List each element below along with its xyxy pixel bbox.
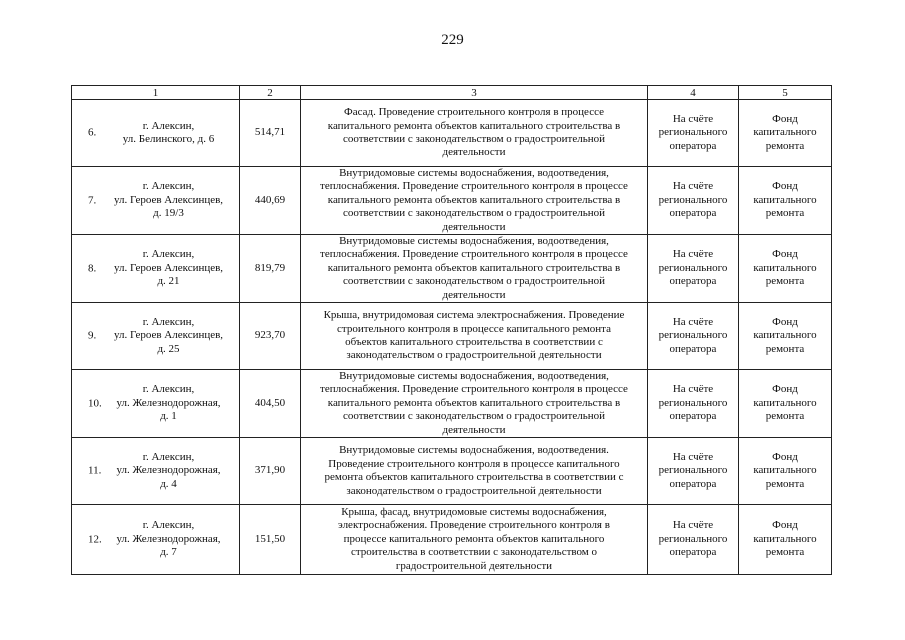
cell-line: г. Алексин,: [142, 383, 195, 396]
cell-line: ремонта: [765, 275, 805, 288]
cell-line: оператора: [669, 342, 717, 355]
fund-cell: [739, 370, 832, 438]
table-row: [72, 370, 832, 438]
cell-line: ремонта объектов капитального строительства в соответствии с: [324, 471, 624, 484]
cell-line: регионального: [658, 329, 728, 342]
table-row: [72, 167, 832, 235]
cell-line: градостроительной деятельности: [395, 559, 553, 572]
cell-line: регионального: [658, 532, 728, 545]
cell-line: Фонд: [772, 112, 798, 125]
area-cell: 819,79: [240, 235, 301, 303]
area-cell: 514,71: [240, 100, 301, 167]
cell-line: капитального: [753, 329, 817, 342]
cell-line: оператора: [669, 207, 717, 220]
cell-line: На счёте: [672, 180, 714, 193]
cell-line: ул. Железнодорожная,: [116, 532, 221, 545]
cell-line: д. 25: [157, 342, 180, 355]
cell-line: г. Алексин,: [142, 450, 195, 463]
row-number: 7.: [88, 193, 97, 206]
cell-line: капитального: [753, 261, 817, 274]
table-row: [72, 100, 832, 167]
cell-line: капитального: [753, 126, 817, 139]
cell-line: оператора: [669, 410, 717, 423]
cell-line: Крыша, фасад, внутридомовые системы водоснабжения,: [341, 506, 607, 519]
cell-line: капитального: [753, 193, 817, 206]
cell-line: теплоснабжения. Проведение строительного контроля в процессе: [320, 383, 628, 396]
cell-line: объектов капитального строительства в соответствии с: [345, 336, 603, 349]
cell-line: Фонд: [772, 383, 798, 396]
cell-line: ул. Железнодорожная,: [116, 464, 221, 477]
cell-line: строительства в соответствии с законодательством о: [350, 546, 598, 559]
cell-line: г. Алексин,: [142, 119, 195, 132]
area-cell: 151,50: [240, 505, 301, 575]
cell-line: регионального: [658, 261, 728, 274]
cell-line: деятельности: [442, 423, 506, 436]
cell-line: г. Алексин,: [142, 248, 195, 261]
cell-line: соответствии с законодательством о градостроительной: [342, 410, 605, 423]
cell-line: ул. Героев Алексинцев,: [113, 329, 224, 342]
cell-line: теплоснабжения. Проведение строительного контроля в процессе: [320, 180, 628, 193]
cell-line: Фонд: [772, 180, 798, 193]
table-row: [72, 303, 832, 370]
table-body: [72, 100, 832, 575]
header-col-2: 2: [240, 86, 301, 100]
account-cell: [648, 167, 739, 235]
header-col-4: 4: [648, 86, 739, 100]
cell-line: Внутридомовые системы водоснабжения, водоотведения,: [339, 370, 609, 383]
row-number: 12.: [88, 532, 102, 545]
address-cell: [72, 505, 240, 575]
header-row: [72, 86, 832, 100]
cell-line: Фонд: [772, 450, 798, 463]
account-cell: [648, 505, 739, 575]
cell-line: соответствии с законодательством о градостроительной: [342, 207, 605, 220]
cell-line: процессе капитального ремонта объектов капитального: [343, 532, 605, 545]
address-text: [75, 180, 236, 220]
cell-line: На счёте: [672, 519, 714, 532]
cell-line: Фасад. Проведение строительного контроля в процессе: [344, 106, 604, 119]
cell-line: Фонд: [772, 519, 798, 532]
address-text: [75, 120, 236, 147]
cell-line: регионального: [658, 464, 728, 477]
cell-line: ул. Героев Алексинцев,: [113, 261, 224, 274]
account-cell: [648, 100, 739, 167]
cell-line: деятельности: [442, 146, 506, 159]
cell-line: ул. Героев Алексинцев,: [113, 193, 224, 206]
account-cell: [648, 370, 739, 438]
fund-cell: [739, 235, 832, 303]
row-number: 8.: [88, 261, 97, 274]
work-description-cell: [301, 303, 648, 370]
fund-cell: [739, 505, 832, 575]
cell-line: Крыша, внутридомовая система электроснабжения. Проведение: [323, 309, 625, 322]
cell-line: соответствии с законодательством о градостроительной: [342, 275, 605, 288]
cell-line: регионального: [658, 193, 728, 206]
fund-cell: [739, 100, 832, 167]
fund-cell: [739, 438, 832, 505]
cell-line: Внутридомовые системы водоснабжения, водоотведения,: [339, 235, 609, 248]
header-col-1: 1: [72, 86, 240, 100]
address-cell: [72, 303, 240, 370]
work-description-cell: [301, 100, 648, 167]
cell-line: законодательством о градостроительной деятельности: [346, 349, 602, 362]
fund-cell: [739, 303, 832, 370]
header-col-5: 5: [739, 86, 832, 100]
cell-line: деятельности: [442, 220, 506, 233]
cell-line: д. 1: [160, 410, 177, 423]
cell-line: оператора: [669, 139, 717, 152]
cell-line: капитального: [753, 464, 817, 477]
work-description-cell: [301, 438, 648, 505]
cell-line: капитального ремонта объектов капитального строительства в: [327, 119, 621, 132]
cell-line: На счёте: [672, 112, 714, 125]
address-cell: [72, 438, 240, 505]
cell-line: строительного контроля в процессе капитального ремонта: [337, 322, 611, 335]
cell-line: теплоснабжения. Проведение строительного контроля в процессе: [320, 248, 628, 261]
fund-cell: [739, 167, 832, 235]
cell-line: Фонд: [772, 315, 798, 328]
cell-line: ул. Железнодорожная,: [116, 396, 221, 409]
cell-line: ремонта: [765, 477, 805, 490]
cell-line: д. 7: [160, 546, 177, 559]
repair-table: [71, 85, 832, 575]
cell-line: г. Алексин,: [142, 315, 195, 328]
cell-line: оператора: [669, 275, 717, 288]
account-cell: [648, 235, 739, 303]
cell-line: капитального: [753, 532, 817, 545]
row-number: 11.: [88, 464, 102, 477]
table-row: [72, 235, 832, 303]
work-description-cell: [301, 505, 648, 575]
address-text: [75, 248, 236, 288]
cell-line: ремонта: [765, 410, 805, 423]
cell-line: ремонта: [765, 139, 805, 152]
cell-line: регионального: [658, 126, 728, 139]
row-number: 6.: [88, 126, 97, 139]
cell-line: капитального ремонта объектов капитального строительства в: [327, 396, 621, 409]
work-description-cell: [301, 235, 648, 303]
cell-line: Внутридомовые системы водоснабжения, водоотведения.: [339, 444, 609, 457]
address-text: [75, 316, 236, 356]
cell-line: капитального ремонта объектов капитального строительства в: [327, 261, 621, 274]
row-number: 9.: [88, 329, 97, 342]
cell-line: капитального ремонта объектов капитального строительства в: [327, 193, 621, 206]
address-cell: [72, 167, 240, 235]
cell-line: капитального: [753, 396, 817, 409]
header-col-3: 3: [301, 86, 648, 100]
cell-line: На счёте: [672, 315, 714, 328]
table-row: [72, 438, 832, 505]
work-description-cell: [301, 167, 648, 235]
cell-line: г. Алексин,: [142, 180, 195, 193]
cell-line: деятельности: [442, 288, 506, 301]
address-cell: [72, 100, 240, 167]
area-cell: 404,50: [240, 370, 301, 438]
cell-line: д. 21: [157, 275, 180, 288]
area-cell: 440,69: [240, 167, 301, 235]
area-cell: 923,70: [240, 303, 301, 370]
row-number: 10.: [88, 396, 102, 409]
area-cell: 371,90: [240, 438, 301, 505]
cell-line: Внутридомовые системы водоснабжения, водоотведения,: [339, 167, 609, 179]
account-cell: [648, 303, 739, 370]
address-cell: [72, 235, 240, 303]
account-cell: [648, 438, 739, 505]
cell-line: оператора: [669, 546, 717, 559]
cell-line: ул. Белинского, д. 6: [122, 133, 215, 145]
cell-line: соответствии с законодательством о градостроительной: [342, 133, 605, 145]
cell-line: электроснабжения. Проведение строительного контроля в: [338, 519, 610, 532]
cell-line: ремонта: [765, 342, 805, 355]
cell-line: д. 4: [160, 477, 177, 490]
cell-line: г. Алексин,: [142, 519, 195, 532]
cell-line: Фонд: [772, 248, 798, 261]
cell-line: ремонта: [765, 546, 805, 559]
address-cell: [72, 370, 240, 438]
table-row: [72, 505, 832, 575]
cell-line: д. 19/3: [153, 207, 184, 220]
cell-line: оператора: [669, 477, 717, 490]
cell-line: На счёте: [672, 383, 714, 396]
work-description-cell: [301, 370, 648, 438]
cell-line: ремонта: [765, 207, 805, 220]
cell-line: регионального: [658, 396, 728, 409]
cell-line: На счёте: [672, 248, 714, 261]
cell-line: Проведение строительного контроля в процессе капитального: [328, 457, 620, 470]
cell-line: законодательством о градостроительной деятельности: [346, 484, 602, 497]
cell-line: На счёте: [672, 450, 714, 463]
page-number: 229: [441, 32, 464, 48]
